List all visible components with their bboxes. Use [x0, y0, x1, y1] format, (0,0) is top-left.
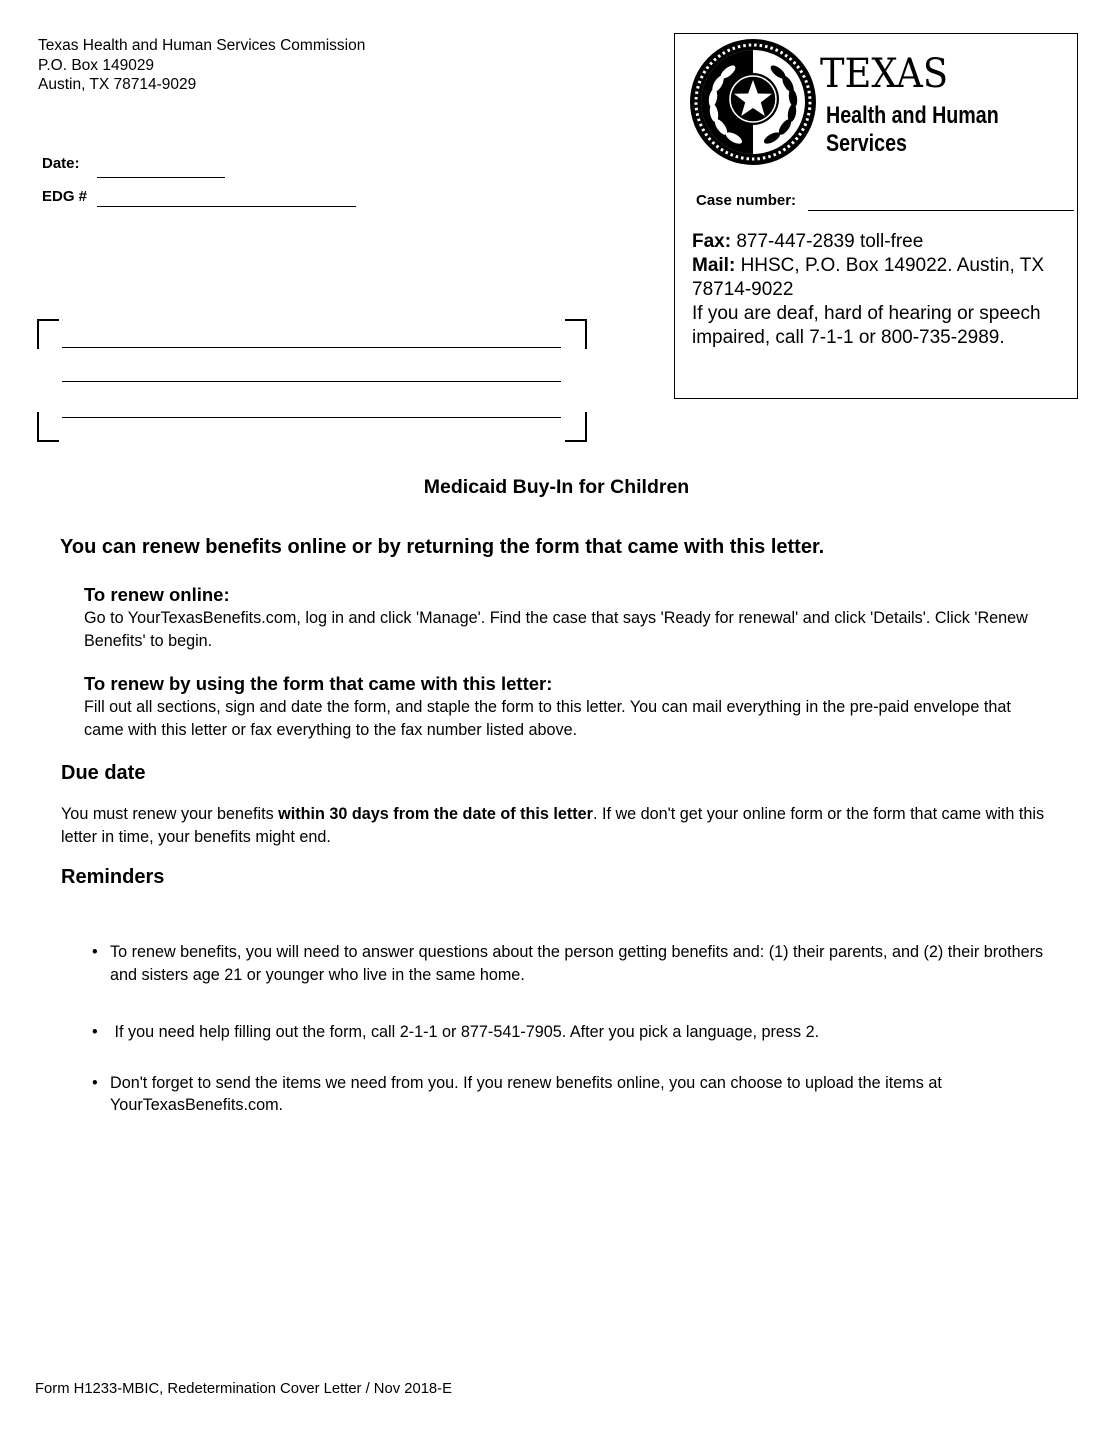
- date-label: Date:: [42, 155, 80, 172]
- bullet-icon: •: [92, 1073, 98, 1092]
- reminder-text: Don't forget to send the items we need from you. If you renew benefits online, you can choose to upload the items at YourTexasBenefits.com.: [110, 1073, 942, 1114]
- sender-name: Texas Health and Human Services Commission: [38, 37, 366, 54]
- brand-subtitle-line-2: Services: [826, 130, 907, 157]
- reminder-text: To renew benefits, you will need to answer questions about the person getting benefits and: (1) their parents, and (2) their brothers and sisters age 21 or younger who live in the same home.: [110, 943, 1044, 984]
- due-date-text-end: . If we don't get your online form or the form that came with this letter in time, your benefits might end.: [61, 805, 1045, 846]
- mail-value: HHSC, P.O. Box 149022. Austin, TX 78714-9022: [692, 255, 1045, 300]
- renew-form-body: Fill out all sections, sign and date the form, and staple the form to this letter. You can mail everything in the pre-paid envelope that came with this letter or fax everything to the fax number listed above.: [84, 698, 1011, 739]
- corner-mark-top-right: [565, 319, 587, 349]
- reminders-list: [92, 941, 1062, 1117]
- date-field[interactable]: [97, 177, 225, 178]
- due-date-body: [61, 803, 1061, 849]
- tty-note: If you are deaf, hard of hearing or speech impaired, call 7-1-1 or 800-735-2989.: [692, 303, 1041, 348]
- case-number-label: Case number:: [696, 192, 797, 209]
- edg-field[interactable]: [97, 206, 356, 207]
- fax-line: [692, 230, 1077, 254]
- sender-po-box: P.O. Box 149029: [38, 56, 155, 74]
- recipient-address-line-1: [62, 347, 561, 348]
- reminder-item: [92, 941, 1062, 986]
- brand-subtitle-line-1: Health and Human: [826, 102, 999, 129]
- brand-subtitle: [826, 102, 999, 158]
- edg-label: EDG #: [42, 188, 88, 205]
- recipient-address-line-2: [62, 381, 561, 382]
- corner-mark-top-left: [37, 319, 59, 349]
- reminder-item: [92, 1021, 1062, 1044]
- corner-mark-bottom-left: [37, 412, 59, 442]
- recipient-address-line-3: [62, 417, 561, 418]
- sender-address: [38, 36, 365, 95]
- reminder-item: [92, 1072, 1062, 1117]
- case-number-field[interactable]: [808, 210, 1074, 211]
- letter-title: Medicaid Buy-In for Children: [423, 476, 690, 498]
- due-date-text: You must renew your benefits: [61, 805, 279, 823]
- due-date-heading: Due date: [61, 762, 146, 784]
- sender-city-state-zip: Austin, TX 78714-9029: [38, 76, 197, 93]
- due-date-emphasis: within 30 days from the date of this letter: [278, 805, 593, 823]
- renew-online-heading: To renew online:: [84, 584, 230, 605]
- reminders-heading: Reminders: [61, 866, 165, 888]
- contact-info: [692, 230, 1077, 350]
- form-footer: Form H1233-MBIC, Redetermination Cover Letter / Nov 2018-E: [35, 1381, 452, 1397]
- renew-form-heading: To renew by using the form that came with this letter:: [84, 673, 553, 694]
- brand-title: TEXAS: [820, 51, 949, 97]
- bullet-icon: •: [92, 943, 98, 961]
- reminder-text: If you need help filling out the form, call 2-1-1 or 877-541-7905. After you pick a language, press 2.: [110, 1023, 820, 1041]
- texas-seal-icon: [688, 38, 818, 166]
- letter-lead: You can renew benefits online or by returning the form that came with this letter.: [60, 536, 825, 558]
- renew-online-body: Go to YourTexasBenefits.com, log in and click 'Manage'. Find the case that says 'Ready for renewal' and click 'Details'. Click 'Renew Benefits' to begin.: [84, 609, 1028, 650]
- fax-value: 877-447-2839 toll-free: [736, 231, 924, 252]
- mail-line: [692, 254, 1077, 302]
- corner-mark-bottom-right: [565, 412, 587, 442]
- bullet-icon: •: [92, 1023, 98, 1041]
- fax-label: Fax:: [692, 231, 732, 252]
- mail-label: Mail:: [692, 255, 736, 276]
